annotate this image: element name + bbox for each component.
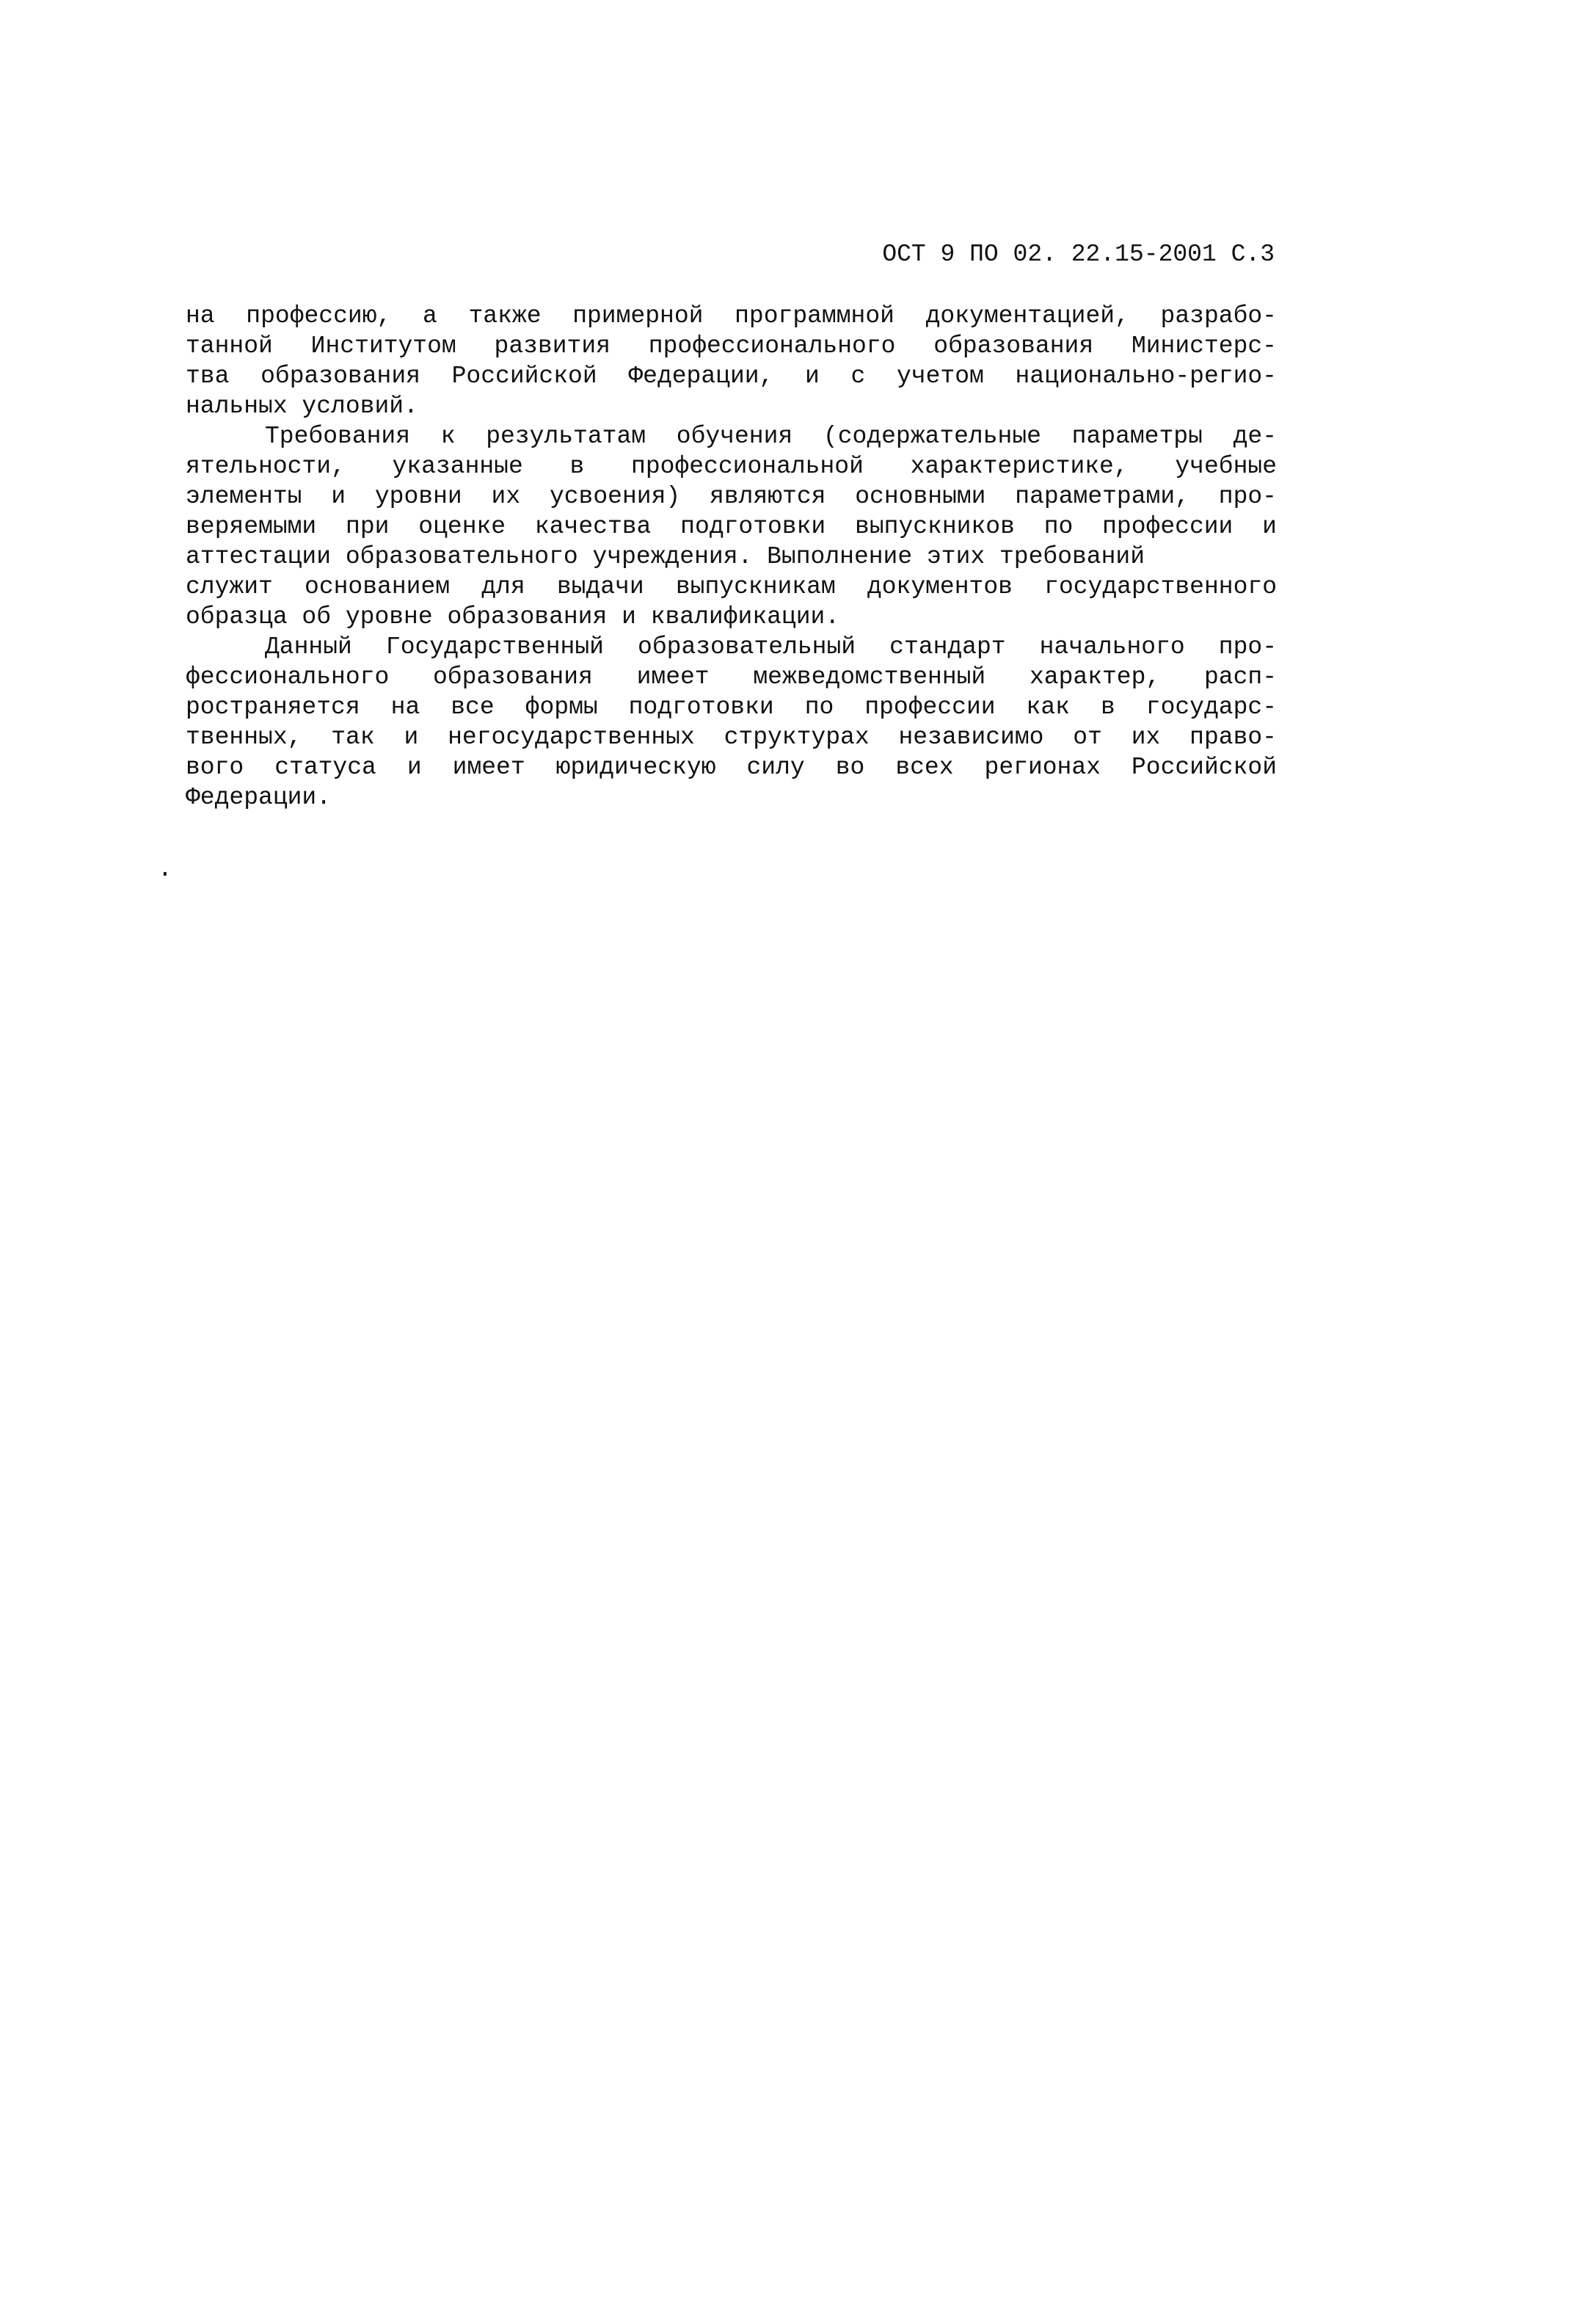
stray-mark: . <box>158 856 172 883</box>
text-line: аттестации образовательного учреждения. Выполнение этих требований <box>186 543 1145 570</box>
text-line: нальных условий. <box>186 393 418 420</box>
document-body <box>186 301 1277 813</box>
text-line: танной Институтом развития профессионального образования Министерс- <box>186 332 1277 360</box>
text-line: твенных, так и негосударственных структурах независимо от их право- <box>186 724 1277 751</box>
text-line: образца об уровне образования и квалификации. <box>186 603 840 630</box>
text-line: Федерации. <box>186 784 332 811</box>
text-line: Требования к результатам обучения (содержательные параметры де- <box>265 423 1277 450</box>
text-line: вого статуса и имеет юридическую силу во всех регионах Российской <box>186 754 1277 781</box>
text-line: ятельности, указанные в профессиональной характеристике, учебные <box>186 453 1277 480</box>
text-line: служит основанием для выдачи выпускникам документов государственного <box>186 573 1277 600</box>
text-line: ространяется на все формы подготовки по профессии как в государс- <box>186 694 1277 721</box>
text-line: Данный Государственный образовательный стандарт начального про- <box>265 633 1277 661</box>
text-line: на профессию, а также примерной программной документацией, разрабо- <box>186 302 1277 330</box>
text-line: тва образования Российской Федерации, и с учетом национально-регио- <box>186 363 1277 390</box>
text-line: фессионального образования имеет межведомственный характер, расп- <box>186 664 1277 691</box>
page-header: ОСТ 9 ПО 02. 22.15-2001 С.3 <box>882 241 1275 268</box>
text-line: веряемыми при оценке качества подготовки выпускников по профессии и <box>186 513 1277 540</box>
text-line: элементы и уровни их усвоения) являются основными параметрами, про- <box>186 483 1277 510</box>
